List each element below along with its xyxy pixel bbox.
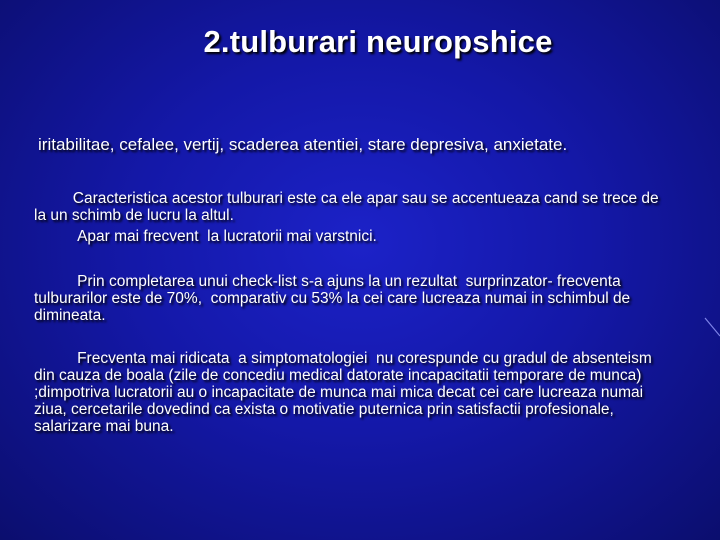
- paragraph-checklist-result: Prin completarea unui check-list s-a ajuns la un rezultat surprinzator- frecventa tulburarilor este de 70%, comparativ cu 53% la cei care lucreaza numai in schimbul de dimineata.: [34, 273, 635, 324]
- paragraph-characteristic: Caracteristica acestor tulburari este ca ele apar sau se accentueaza cand se trece de la un schimb de lucru la altul.: [34, 190, 663, 224]
- paragraph-absenteeism: Frecventa mai ridicata a simptomatologiei nu corespunde cu gradul de absenteism din cauza de boala (zile de concediu medical datorate incapacitatii temporare de munca) ;dimpotriva lucratorii au o incapacitate de munca mai mica decat cei care lucreaza numai ziua, cercetarile dovedind ca exista o motivatie puternica prin satisfactii profesionale, salarizare mai buna.: [34, 350, 657, 435]
- paragraph-older-workers: Apar mai frecvent la lucratorii mai varstnici.: [34, 228, 377, 245]
- symptom-list: iritabilitae, cefalee, vertij, scaderea atentiei, stare depresiva, anxietate.: [38, 135, 568, 154]
- slide-title: 2.tulburari neuropshice: [203, 24, 553, 59]
